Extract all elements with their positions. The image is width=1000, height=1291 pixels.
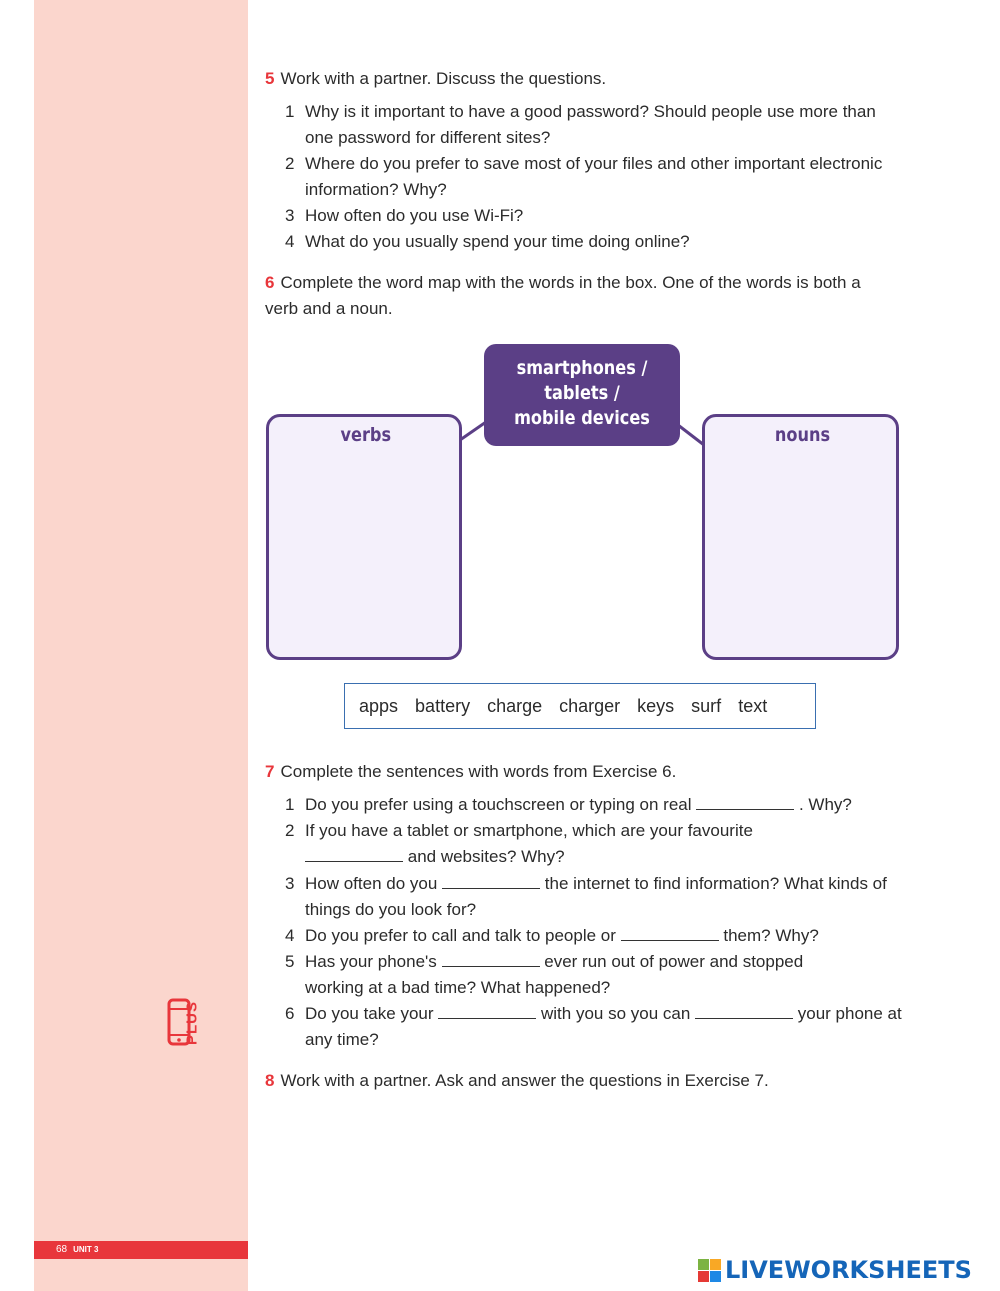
question-number: 6: [285, 1004, 295, 1023]
center-line: tablets /: [544, 382, 620, 404]
verbs-box[interactable]: [266, 414, 462, 660]
center-line: mobile devices: [514, 407, 650, 429]
word-item[interactable]: surf: [691, 695, 722, 716]
question-text: Do you take your: [305, 1004, 434, 1023]
question-text: the internet to find information? What kinds of things do you look for?: [305, 874, 887, 919]
question-text: and websites? Why?: [407, 847, 565, 866]
question-text: . Why?: [798, 795, 852, 814]
center-line: smartphones /: [516, 357, 648, 379]
nouns-box[interactable]: [702, 414, 899, 660]
question-text: Do you prefer to call and talk to people or: [305, 926, 616, 945]
question-text: How often do you use Wi-Fi?: [305, 206, 524, 225]
exercise-8-instruction: [265, 1068, 769, 1094]
verbs-label: verbs: [340, 424, 392, 446]
answer-blank[interactable]: [305, 845, 403, 862]
plus-label: PLUS: [183, 1000, 201, 1046]
instruction-text: Work with a partner. Ask and answer the questions in Exercise 7.: [280, 1071, 769, 1090]
nouns-label: nouns: [774, 424, 831, 446]
logo-text: LIVEWORKSHEETS: [725, 1256, 972, 1284]
question-text: with you so you can: [540, 1004, 691, 1023]
exercise-number: 6: [265, 273, 275, 292]
answer-blank[interactable]: [696, 793, 794, 810]
ex5-question-2: [285, 151, 905, 203]
question-number: 1: [285, 795, 295, 814]
exercise-5-instruction: [265, 66, 606, 92]
question-text: Where do you prefer to save most of your files and other important electronic information? Why?: [305, 154, 883, 199]
question-number: 2: [285, 821, 295, 840]
word-item[interactable]: charger: [559, 695, 621, 716]
unit-label: UNIT 3: [73, 1245, 99, 1254]
exercise-number: 5: [265, 69, 275, 88]
instruction-text: Complete the sentences with words from Exercise 6.: [280, 762, 677, 781]
answer-blank[interactable]: [621, 924, 719, 941]
question-text: Do you prefer using a touchscreen or typing on real: [305, 795, 692, 814]
question-text: them? Why?: [723, 926, 819, 945]
answer-blank[interactable]: [442, 950, 540, 967]
ex7-question-6: [285, 1001, 905, 1053]
word-item[interactable]: charge: [487, 695, 543, 716]
exercise-6-instruction: [265, 270, 895, 322]
question-text: If you have a tablet or smartphone, which are your favourite: [305, 821, 753, 840]
instruction-text: Work with a partner. Discuss the questions.: [280, 69, 607, 88]
ex7-question-5: [285, 949, 905, 1001]
ex5-question-3: [285, 203, 905, 229]
answer-blank[interactable]: [442, 872, 540, 889]
word-item[interactable]: apps: [359, 695, 399, 716]
question-number: 4: [285, 232, 295, 251]
sidebar-panel: [34, 0, 248, 1291]
question-number: 2: [285, 154, 295, 173]
word-map-center: [484, 344, 680, 446]
question-text: Has your phone's: [305, 952, 437, 971]
ex7-question-3: [285, 871, 905, 923]
exercise-number: 8: [265, 1071, 275, 1090]
word-item[interactable]: text: [738, 695, 768, 716]
word-box: [344, 683, 816, 729]
question-number: 1: [285, 102, 295, 121]
ex7-question-2: [285, 818, 905, 870]
instruction-text: Complete the word map with the words in the box. One of the words is both a verb and a noun.: [265, 273, 861, 318]
footer-bar: [34, 1241, 248, 1259]
exercise-7-instruction: [265, 759, 676, 785]
question-text: What do you usually spend your time doing online?: [305, 232, 690, 251]
ex7-question-1: [285, 792, 905, 818]
liveworksheets-logo: [698, 1255, 972, 1285]
answer-blank[interactable]: [695, 1002, 793, 1019]
question-number: 3: [285, 874, 295, 893]
question-text: How often do you: [305, 874, 438, 893]
question-text: ever run out of power and stopped working at a bad time? What happened?: [305, 952, 804, 997]
ex7-question-4: [285, 923, 905, 949]
question-number: 4: [285, 926, 295, 945]
logo-grid-icon: [698, 1259, 721, 1282]
exercise-number: 7: [265, 762, 275, 781]
question-number: 3: [285, 206, 295, 225]
word-item[interactable]: keys: [637, 695, 675, 716]
question-text: your phone at any time?: [305, 1004, 902, 1049]
page-number: 68: [56, 1244, 68, 1255]
question-text: Why is it important to have a good password? Should people use more than one password for different sites?: [305, 102, 876, 147]
answer-blank[interactable]: [438, 1002, 536, 1019]
ex5-question-1: [285, 99, 905, 151]
question-number: 5: [285, 952, 295, 971]
word-item[interactable]: battery: [415, 695, 471, 716]
ex5-question-4: [285, 229, 905, 255]
